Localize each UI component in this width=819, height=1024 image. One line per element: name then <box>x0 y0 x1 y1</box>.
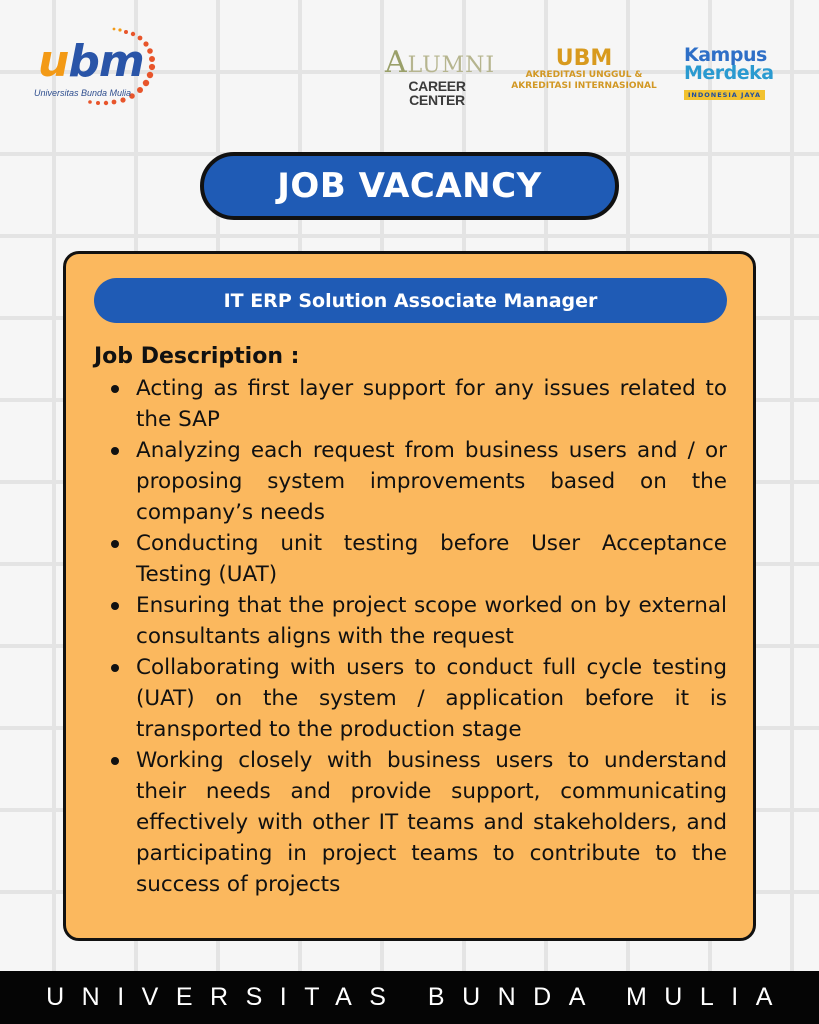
footer-university-name: UNIVERSITAS BUNDA MULIA <box>46 983 790 1011</box>
job-card <box>63 251 756 941</box>
job-description-item: Conducting unit testing before User Acceptance Testing (UAT) <box>94 528 727 590</box>
kampus-word: Kampus <box>684 44 767 66</box>
job-description-list <box>94 373 727 900</box>
page-title: JOB VACANCY <box>277 166 542 206</box>
footer-bar <box>0 971 819 1024</box>
job-description-item: Acting as first layer support for any issues related to the SAP <box>94 373 727 435</box>
akreditasi-logo <box>500 48 668 100</box>
ubm-logo <box>30 26 170 116</box>
alumni-career-center-logo <box>385 45 496 108</box>
career-center-label: CAREER CENTER <box>408 78 466 108</box>
merdeka-word: Merdeka <box>684 62 774 85</box>
job-description-item: Analyzing each request from business users and / or proposing system improvements based on the company’s needs <box>94 435 727 528</box>
indonesia-jaya-tagline: INDONESIA JAYA <box>684 90 765 100</box>
position-title: IT ERP Solution Associate Manager <box>223 289 598 312</box>
akreditasi-line-1: AKREDITASI UNGGUL & <box>525 70 643 80</box>
job-description-heading: Job Description : <box>94 344 300 369</box>
job-description <box>94 342 727 900</box>
job-description-item: Working closely with business users to understand their needs and provide support, communicating effectively with other IT teams and stakeholders, and participating in project teams to contribute to the success of projects <box>94 745 727 900</box>
position-banner <box>94 278 727 323</box>
ubm-logo-wordmark: ubm <box>38 36 144 87</box>
job-description-item: Collaborating with users to conduct full cycle testing (UAT) on the system / application before it is transported to the production stage <box>94 652 727 745</box>
kampus-merdeka-logo <box>684 46 794 102</box>
ubm-logo-subtitle: Universitas Bunda Mulia <box>34 88 132 98</box>
akreditasi-line-2: AKREDITASI INTERNASIONAL <box>511 81 657 92</box>
akreditasi-ubm-title: UBM <box>555 46 613 71</box>
alumni-wordmark: ALUMNI <box>385 45 496 80</box>
job-vacancy-banner <box>200 152 619 220</box>
job-description-item: Ensuring that the project scope worked on by external consultants aligns with the request <box>94 590 727 652</box>
